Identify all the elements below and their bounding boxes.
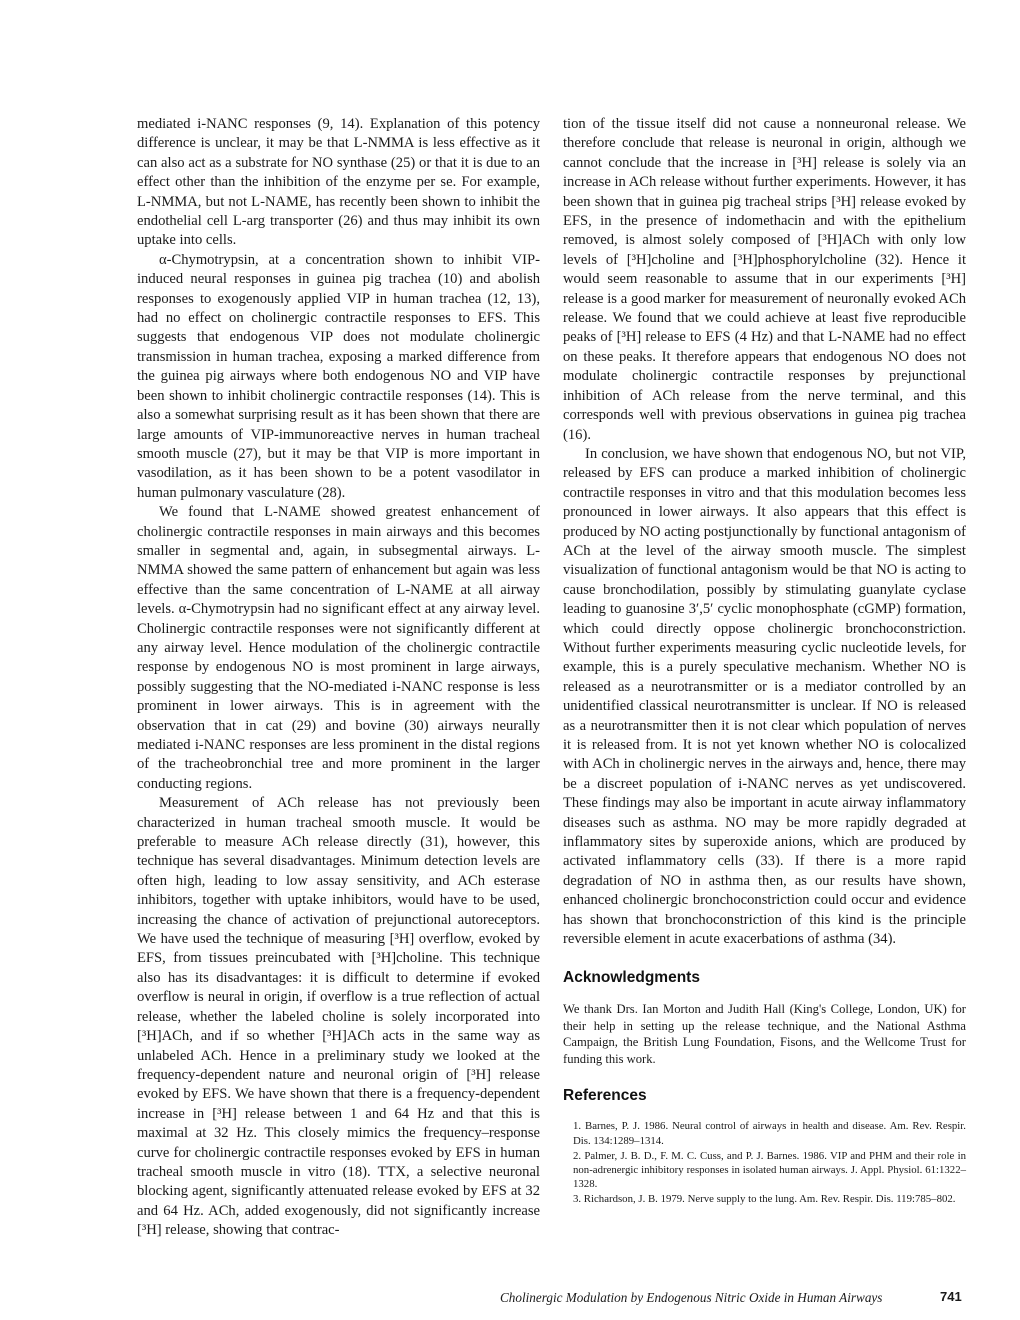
left-column [137, 115, 540, 1241]
acknowledgments-heading: Acknowledgments [563, 969, 700, 987]
body-paragraph: Measurement of ACh release has not previously been characterized in human tracheal smooth muscle. It would be preferable to measure ACh release directly (31), however, this technique has several disadvantages. Minimum detection levels are often high, leading to low assay sensitivity, and ACh esterase inhibitors, together with uptake inhibitors, would have to be used, increasing the chance of activation of prejunctional autoreceptors. We have used the technique of measuring [³H] overflow, evoked by EFS, from tissues preincubated with [³H]choline. This technique also has its disadvantages: it is difficult to determine if evoked overflow is neural in origin, if overflow is a true reflection of actual release, whether the labeled choline is solely incorporated into [³H]ACh, and if so whether [³H]ACh acts in the same way as unlabeled ACh. Hence in a preliminary study we looked at the frequency-dependent nature and neuronal origin of [³H] release evoked by EFS. We have shown that there is a frequency-dependent increase in [³H] release between 1 and 64 Hz and that this is maximal at 32 Hz. This closely mimics the frequency–response curve for cholinergic contractile responses evoked by EFS in human tracheal smooth muscle in vitro (18). TTX, a selective neuronal blocking agent, significantly attenuated release evoked by EFS at 32 and 64 Hz. ACh, added exogenously, did not significantly increase [³H] release, showing that contrac- [137, 795, 540, 1239]
reference-list [563, 1119, 966, 1206]
reference-item: 2. Palmer, J. B. D., F. M. C. Cuss, and P. J. Barnes. 1986. VIP and PHM and their role in non-adrenergic inhibitory responses in isolated human airways. J. Appl. Physiol. 61:1322–1328. [573, 1149, 966, 1191]
page-number: 741 [940, 1289, 962, 1304]
body-paragraph: tion of the tissue itself did not cause a nonneuronal release. We therefore conclude that release is neuronal in origin, although we cannot conclude that the increase in [³H] release is solely via an increase in ACh release without further experiments. However, it has been shown that in guinea pig tracheal strips [³H] release evoked by EFS, in the presence of indomethacin and with the epithelium removed, is almost solely composed of [³H]ACh with only low levels of [³H]choline and [³H]phosphorylcholine (32). Hence it would seem reasonable to assume that in our experiments [³H] release is a good marker for measurement of neuronally evoked ACh release. We found that we could achieve at least five reproducible peaks of [³H] release to EFS (4 Hz) and that L-NAME had no effect on these peaks. It therefore appears that endogenous NO does not modulate cholinergic contractile responses by prejunctional inhibition of ACh release from the nerve terminal, and this corresponds well with previous observations in guinea pig trachea (16). [563, 116, 966, 443]
body-paragraph: α-Chymotrypsin, at a concentration shown to inhibit VIP-induced neural responses in guinea pig trachea (10) and abolish responses to exogenously applied VIP in human trachea (12, 13), had no effect on cholinergic contractile responses to EFS. This suggests that endogenous VIP does not modulate cholinergic transmission in human trachea, exposing a marked difference from the guinea pig airways where both endogenous NO and VIP have been shown to inhibit cholinergic contractile responses (14). This is also a somewhat surprising result as it has been shown that there are large amounts of VIP-immunoreactive nerves in human tracheal smooth muscle (27), but it may be that VIP is more important in vasodilation, as it has been shown to be a potent vasodilator in human pulmonary vasculature (28). [137, 251, 540, 501]
body-paragraph: mediated i-NANC responses (9, 14). Explanation of this potency difference is unclear, it may be that L-NMMA is less effective as it can also act as a substrate for NO synthase (25) or that it is due to an effect other than the inhibition of the enzyme per se. For example, L-NMMA, but not L-NAME, has recently been shown to inhibit the endothelial cell L-arg transporter (26) and thus may inhibit its own uptake into cells. [137, 116, 540, 249]
running-title: Cholinergic Modulation by Endogenous Nitric Oxide in Human Airways [500, 1290, 883, 1305]
body-paragraph: We found that L-NAME showed greatest enhancement of cholinergic contractile responses in main airways and this becomes smaller in segmental and, again, in subsegmental airways. L-NMMA showed the same pattern of enhancement but again was less effective than the same concentration of L-NAME at all airway levels. α-Chymotrypsin had no significant effect at any airway level. Cholinergic contractile responses were not significantly different at any airway level. Hence modulation of the cholinergic contractile response by endogenous NO is most prominent in large airways, possibly suggesting that the NO-mediated i-NANC response is less prominent in lower airways. This is in agreement with the observation that in cat (29) and bovine (30) airways neurally mediated i-NANC responses are less prominent in the distal regions of the tracheobronchial tree and more prominent in the larger conducting regions. [137, 504, 540, 792]
right-column [563, 115, 966, 1208]
reference-item: 3. Richardson, J. B. 1979. Nerve supply to the lung. Am. Rev. Respir. Dis. 119:785–802. [573, 1193, 956, 1206]
references-heading: References [563, 1087, 647, 1105]
acknowledgments-text: We thank Drs. Ian Morton and Judith Hall (King's College, London, UK) for their help in setting up the release technique, and the National Asthma Campaign, the British Lung Foundation, Fisons, and the Wellcome Trust for funding this work. [563, 1002, 966, 1066]
reference-item: 1. Barnes, P. J. 1986. Neural control of airways in health and disease. Am. Rev. Respir. Dis. 134:1289–1314. [573, 1120, 966, 1147]
body-paragraph: In conclusion, we have shown that endogenous NO, but not VIP, released by EFS can produce a marked inhibition of cholinergic contractile responses in vitro and that this modulation becomes less pronounced in lower airways. It also appears that this effect is produced by NO acting postjunctionally by functional antagonism of ACh at the level of the airway smooth muscle. The simplest visualization of functional antagonism would be that NO is acting to cause bronchodilation, possibly by stimulating guanylate cyclase leading to guanosine 3′,5′ cyclic monophosphate (cGMP) formation, which could directly oppose cholinergic bronchoconstriction. Without further experiments measuring cyclic nucleotide levels, for example, this is a purely speculative mechanism. Whether NO is released as a neurotransmitter or is a mediator controlled by an unidentified classical neurotransmitter is unclear. If NO is released as a neurotransmitter then it is not clear which population of nerves it is released from. It is not yet known whether NO is colocalized with ACh in cholinergic nerves in the airways and, hence, there may be a discreet population of i-NANC nerves as yet undiscovered. These findings may also be important in acute airway inflammatory diseases such as asthma. NO may be more rapidly degraded at inflammatory sites by superoxide anions, which are produced by activated inflammatory cells (33). If there is a more rapid degradation of NO in asthma then, as our results have shown, enhanced cholinergic bronchoconstriction could occur and evidence has shown that bronchoconstriction of this kind is the principle reversible element in acute exacerbations of asthma (34). [563, 445, 966, 948]
